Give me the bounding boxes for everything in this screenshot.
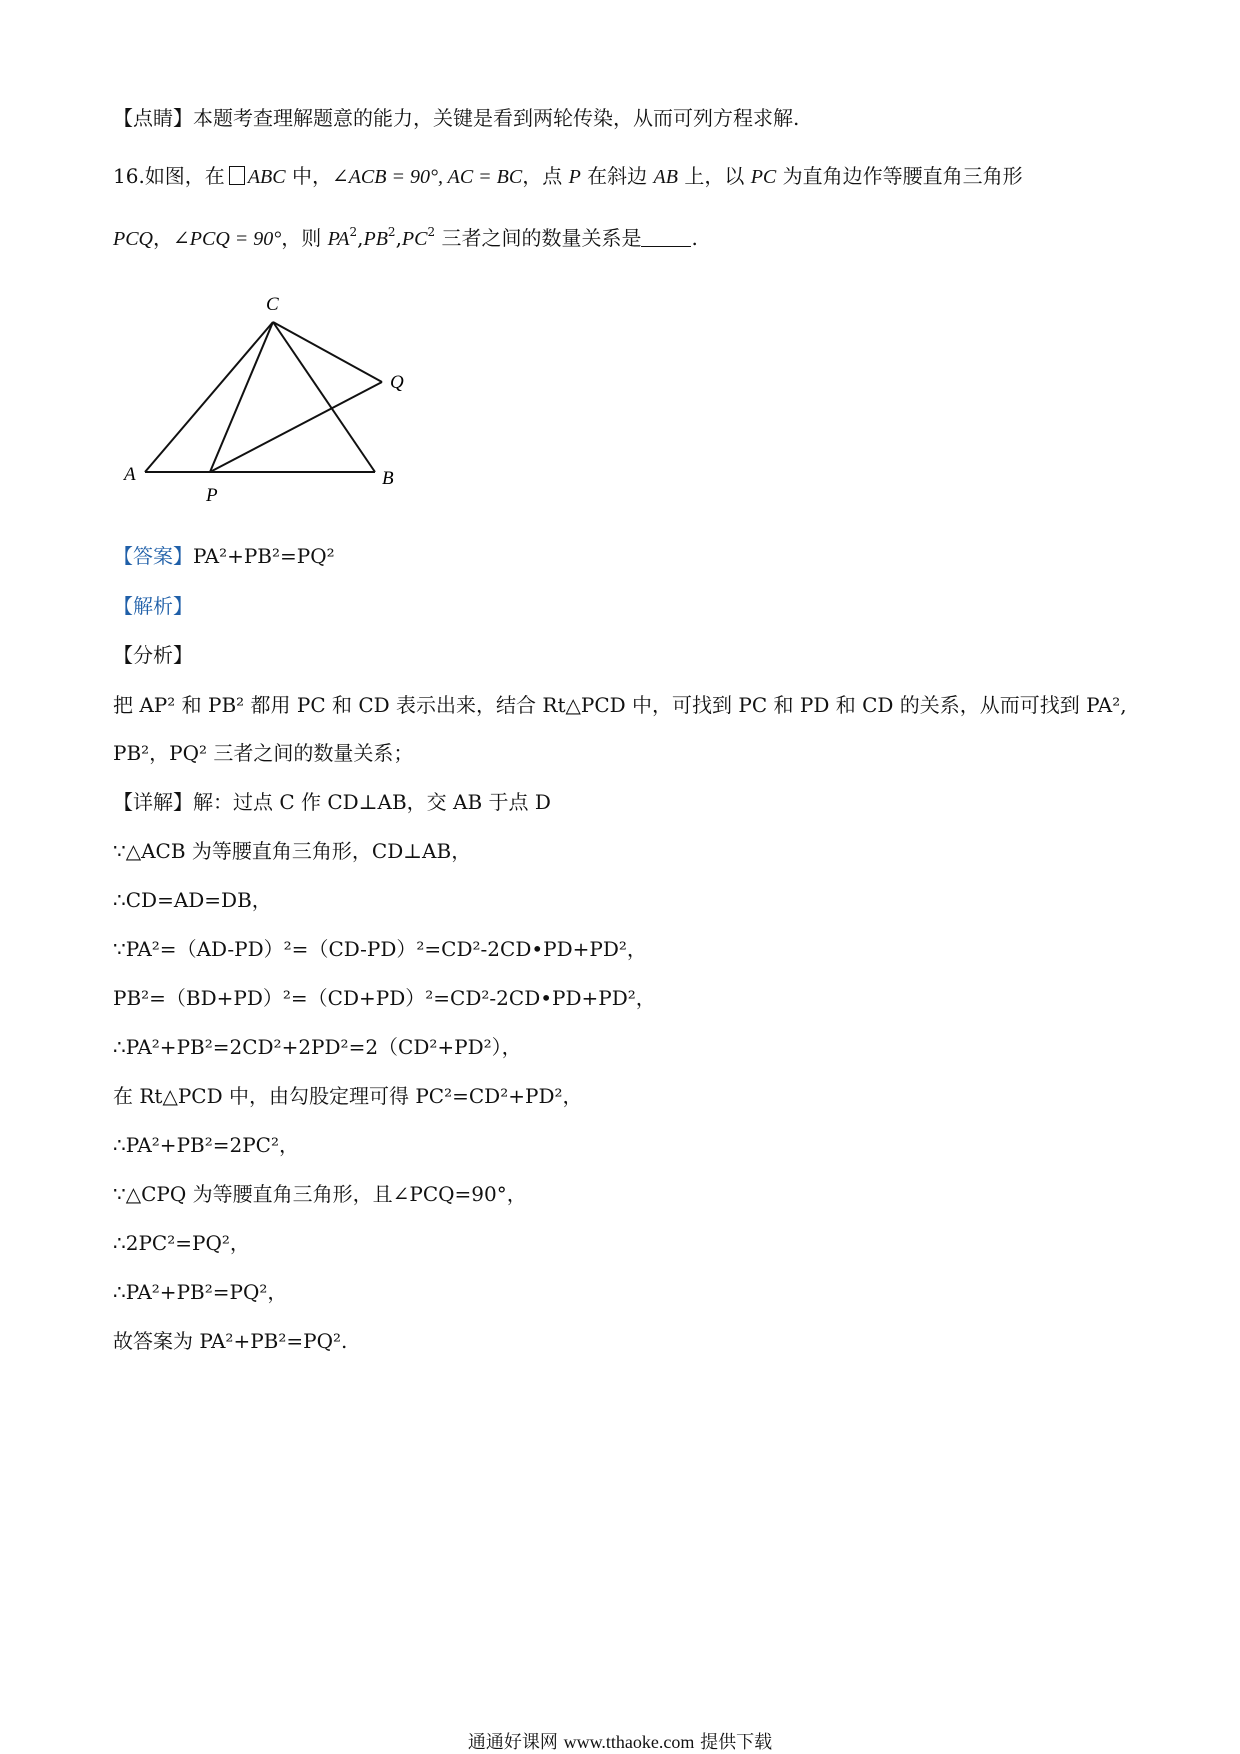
segment-cb-line [273,322,375,472]
segment-cp-line [210,322,273,472]
question-text: 上，以 [677,164,751,188]
comma: , [395,226,402,250]
footer-site-name: 通通好课网 [467,1732,558,1753]
detail-line: 在 Rt△PCD 中，由勾股定理可得 PC²=CD²+PD²， [113,1084,583,1108]
detail-first-line [113,790,551,814]
exponent: 2 [349,225,358,239]
segment-pq-line [210,382,382,472]
segment-ab: AB [653,166,678,188]
detail-line: PB²=（BD+PD）²=（CD+PD）²=CD²-2CD•PD+PD²， [113,986,656,1010]
detail-tag: 【详解】 [113,790,193,814]
fenxi-line-2: PB²，PQ² 三者之间的数量关系； [113,741,414,765]
answer-blank [641,228,691,247]
question-text: 为直角边作等腰直角三角形 [776,164,1023,188]
detail-line: ∴2PC²=PQ²， [113,1231,250,1255]
segment-cq-line [273,322,382,382]
segment-pc: PC [750,166,777,188]
point-p: P [568,166,581,188]
detail-line: ∵△ACB 为等腰直角三角形，CD⊥AB， [113,839,472,863]
question-line-1 [113,164,1023,189]
question-text: 三者之间的数量关系是 [435,226,642,250]
question-line-2 [113,226,698,251]
question-text: ，点 [522,164,569,188]
detail-first-text: 解：过点 C 作 CD⊥AB，交 AB 于点 D [193,790,551,814]
answer-paragraph [113,544,335,568]
angle-condition: ∠ACB = 90°, AC = BC [331,166,523,188]
detail-line: ∵△CPQ 为等腰直角三角形，且∠PCQ=90°， [113,1182,527,1206]
figure-lines [145,322,382,472]
label-a: A [124,464,136,485]
detail-line: ∴PA²+PB²=2PC²， [113,1133,299,1157]
question-text: 如图，在 [144,164,225,188]
footer-suffix: 提供下载 [700,1732,773,1753]
page-footer [0,1728,1240,1754]
detail-line: ∴PA²+PB²=PQ²， [113,1280,288,1304]
dianjing-tag: 【点睛】 [113,106,193,130]
exponent: 2 [427,225,436,239]
question-text: 在斜边 [580,164,654,188]
question-text: . [691,226,698,250]
comma: , [357,226,364,250]
question-number: 16. [113,164,145,188]
dianjing-text: 本题考查理解题意的能力，关键是看到两轮传染，从而可列方程求解. [193,106,800,130]
label-p: P [206,485,218,506]
label-c: C [266,294,279,315]
dianjing-paragraph [113,106,799,130]
label-q: Q [390,372,404,393]
detail-line: ∵PA²=（AD-PD）²=（CD-PD）²=CD²-2CD•PD+PD²， [113,937,647,961]
exponent: 2 [387,225,396,239]
geometry-figure [120,282,460,512]
fenxi-tag: 【分析】 [113,643,193,667]
footer-url[interactable]: www.tthaoke.com [563,1732,695,1752]
term-pb: PB [363,228,388,250]
fenxi-line-1: 把 AP² 和 PB² 都用 PC 和 CD 表示出来，结合 Rt△PCD 中，可找到 PC 和 PD 和 CD 的关系，从而可找到 PA², [113,693,1127,717]
jiexi-tag: 【解析】 [113,594,193,618]
label-b: B [382,468,394,489]
answer-tag: 【答案】 [113,544,193,568]
question-text: ， [153,226,173,250]
missing-glyph-box [229,166,245,185]
detail-line: ∴CD=AD=DB， [113,888,272,912]
question-text: ，则 [281,226,328,250]
triangle-pcq: PCQ [113,228,153,250]
term-pc: PC [401,228,428,250]
angle-pcq: ∠PCQ = 90° [173,228,282,250]
question-text: 中， [285,164,332,188]
answer-text: PA²+PB²=PQ² [193,544,335,568]
detail-conclusion: 故答案为 PA²+PB²=PQ². [113,1329,348,1353]
term-pa: PA [327,228,350,250]
triangle-name: ABC [247,166,286,188]
detail-line: ∴PA²+PB²=2CD²+2PD²=2（CD²+PD²）， [113,1035,522,1059]
